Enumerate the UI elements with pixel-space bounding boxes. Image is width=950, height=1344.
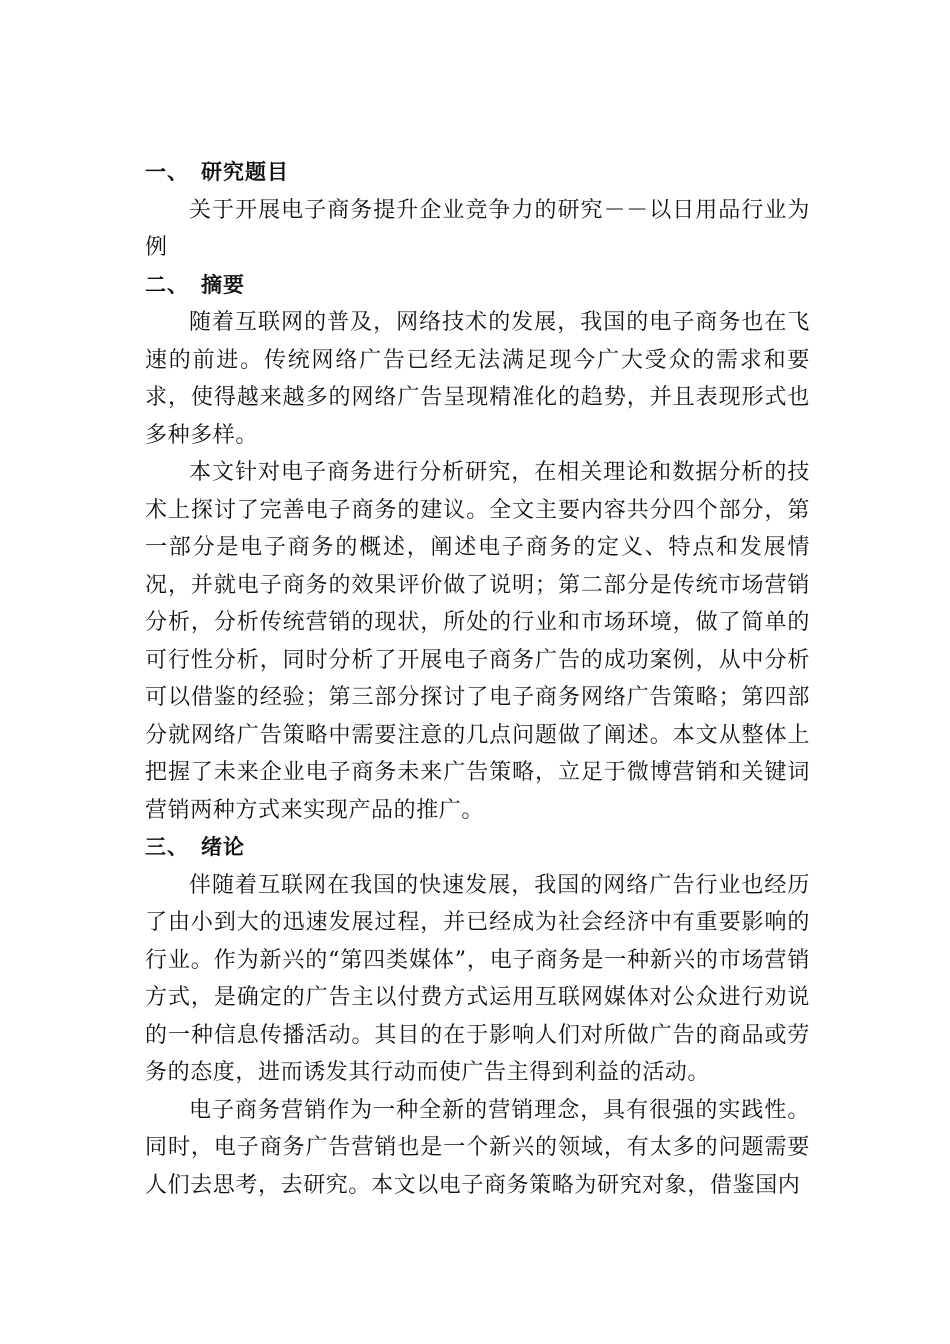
section-number: 二、 [145, 272, 189, 297]
document-body [145, 154, 810, 1204]
section-number: 三、 [145, 835, 189, 859]
section-heading-topic [145, 154, 810, 192]
paragraph: 伴随着互联网在我国的快速发展，我国的网络广告行业也经历了由小到大的迅速发展过程，并已经成为社会经济中有重要影响的行业。作为新兴的“第四类媒体”，电子商务是一种新兴的市场营销方式，是确定的广告主以付费方式运用互联网媒体对公众进行劝说的一种信息传播活动。其目的在于影响人们对所做广告的商品或劳务的态度，进而诱发其行动而使广告主得到利益的活动。 [145, 872, 810, 1085]
section-title: 摘要 [201, 272, 245, 297]
paragraph: 本文针对电子商务进行分析研究，在相关理论和数据分析的技术上探讨了完善电子商务的建议。全文主要内容共分四个部分，第一部分是电子商务的概述，阐述电子商务的定义、特点和发展情况，并就电子商务的效果评价做了说明；第二部分是传统市场营销分析，分析传统营销的现状，所处的行业和市场环境，做了简单的可行性分析，同时分析了开展电子商务广告的成功案例，从中分析可以借鉴的经验；第三部分探讨了电子商务网络广告策略；第四部分就网络广告策略中需要注意的几点问题做了阐述。本文从整体上把握了未来企业电子商务未来广告策略，立足于微博营销和关键词营销两种方式来实现产品的推广。 [145, 460, 810, 823]
paragraph: 电子商务营销作为一种全新的营销理念，具有很强的实践性。同时，电子商务广告营销也是一个新兴的领域，有太多的问题需要人们去思考，去研究。本文以电子商务策略为研究对象，借鉴国内 [145, 1097, 810, 1198]
section-heading-introduction [145, 829, 810, 867]
paragraph: 随着互联网的普及，网络技术的发展，我国的电子商务也在飞速的前进。传统网络广告已经无法满足现今广大受众的需求和要求，使得越来越多的网络广告呈现精准化的趋势，并且表现形式也多种多样。 [145, 310, 810, 448]
section-title: 研究题目 [201, 160, 289, 184]
section-title: 绪论 [201, 835, 245, 859]
section-number: 一、 [145, 160, 189, 184]
paragraph: 关于开展电子商务提升企业竞争力的研究－－以日用品行业为例 [145, 197, 810, 260]
section-heading-abstract [145, 267, 810, 305]
